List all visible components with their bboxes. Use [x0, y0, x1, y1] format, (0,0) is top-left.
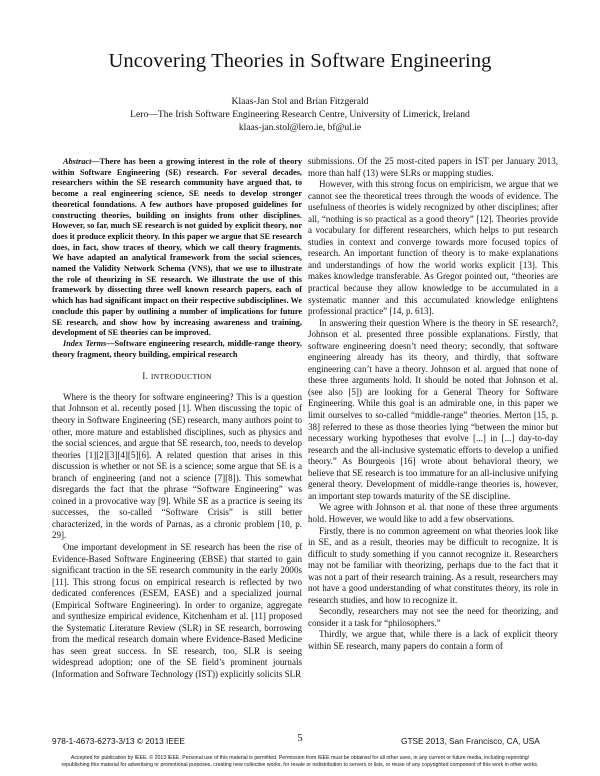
section-heading-introduction [52, 371, 302, 384]
authors: Klaas-Jan Stol and Brian Fitzgerald [231, 96, 369, 107]
body-paragraph: However, with this strong focus on empiricism, we argue that we cannot see the theoretical trees through the woods of evidence. The usefulness of theories is widely recognized by other disciplines; after all, “nothing is so practical as a good theory” [12]. Theories provide a vocabulary for different researchers, which helps to put research studies in context and converge towards more focused topics of research. An important function of theory is to make explanations and understandings of how the world works explicit [13]. This makes knowledge transferable. As Gregor pointed out, “theories are practical because they allow knowledge to be accumulated in a systematic manner and this accumulated knowledge enlightens professional practice” [14, p. 613]. [308, 179, 558, 317]
footer-isbn: 978-1-4673-6273-3/13 © 2013 IEEE [52, 736, 185, 746]
body-paragraph: Where is the theory for software engineering? This is a question that Johnson et al. recently posed [1]. When discussing the topic of theory in Software Engineering (SE) research, many authors point to other, more mature and established disciplines, such as physics and the social sciences, and argue that SE research, too, needs to develop theories [1][2][3][4][5][6]. A related question that arises in this discussion is whether or not SE is a science; some argue that SE is a branch of engineering (and not a science [7][8]). This somewhat disregards the fact that the phrase “Software Engineering” was coined in a provocative way [9]. While SE as a practice is seeing its successes, the so-called “Software Crisis” is still better characterized, in the words of Parnas, as a chronic problem [10, p. 29]. [52, 391, 302, 541]
body-paragraph: Secondly, researchers may not see the need for theorizing, and consider it a task for “philosophers.” [308, 606, 558, 628]
page-number: 5 [297, 733, 303, 744]
index-terms-label: Index Terms— [63, 338, 115, 348]
footer-venue: GTSE 2013, San Francisco, CA, USA [401, 736, 540, 746]
body-paragraph: submissions. Of the 25 most-cited papers in IST per January 2013, more than half (13) were SLRs or mapping studies. [308, 156, 558, 178]
right-column [308, 156, 558, 653]
section-numeral: I. [142, 372, 151, 383]
copyright-notice-line-1: Accepted for publication by IEEE. © 2013 IEEE. Personal use of this material is permitted. Permission from IEEE must be obtained for all other uses, in any current or future media, including reprinting/ [70, 755, 530, 761]
body-paragraph: In answering their question Where is the theory in SE research?, Johnson et al. presented three possible explanations. Firstly, that software engineering doesn’t need theory; secondly, that software engineering already has its theory, and thirdly, that software engineering can’t have a theory. Johnson et al. argued that none of these three arguments hold. It should be noted that Johnson et al. (see also [5]) are looking for a General Theory for Software Engineering. While this goal is an admirable one, in this paper we limit ourselves to so-called “middle-range” theories. Merton [15, p. 38] referred to these as those theories lying “between the minor but necessary working hypotheses that evolve [...] in [...] day-to-day research and the all-inclusive systematic efforts to develop a unified theory.” As Bourgeois [16] wrote about behavioral theory, we believe that SE research is too immature for an all-inclusive unifying general theory. Development of middle-range theories is, however, an important step towards maturity of the SE discipline. [308, 317, 558, 501]
affiliation: Lero—The Irish Software Engineering Research Centre, University of Limerick, Ireland [130, 109, 470, 120]
author-emails: klaas-jan.stol@lero.ie, bf@ul.ie [238, 122, 362, 133]
body-paragraph: We agree with Johnson et al. that none of these three arguments hold. However, we would like to add a few observations. [308, 502, 558, 524]
copyright-notice [0, 755, 600, 768]
abstract-label: Abstract— [63, 157, 100, 166]
left-column [52, 157, 302, 681]
index-terms [52, 339, 302, 360]
body-paragraph: Firstly, there is no common agreement on what theories look like in SE, and as a result, theories may be difficult to recognize. It is difficult to study something if you cannot recognize it. Researchers may not be familiar with theorizing, perhaps due to the fact that it was not a part of their research training. As a result, researchers may not have a good understanding of what constitutes theory, its role in research studies, and how to recognize it. [308, 525, 558, 605]
abstract-text: There has been a growing interest in the role of theory within Software Engineering (SE) research. For several decades, researchers within the SE research community have argued that, to become a real engineering science, SE needs to develop stronger theoretical foundations. A few authors have proposed guidelines for constructing theories, building on insights from other disciplines. However, so far, much SE research is not guided by explicit theory, nor does it produce explicit theory. In this paper we argue that SE research does, in fact, show traces of theory, which we call theory fragments. We have adapted an analytical framework from the social sciences, named the Validity Network Schema (VNS), that we use to illustrate the role of theorizing in SE research. We illustrate the use of this framework by dissecting three well known research papers, each of which has had significant impact on their respective subdisciplines. We conclude this paper by outlining a number of implications for future SE research, and show how by increasing awareness and training, development of SE theories can be improved. [52, 157, 302, 338]
paper-title: Uncovering Theories in Software Engineering [108, 50, 492, 72]
index-terms-text: Software engineering research, middle-range theory, theory fragment, theory building, empirical research [52, 338, 302, 359]
body-paragraph: One important development in SE research has been the rise of Evidence-Based Software Engineering (EBSE) that started to gain significant traction in the SE research community in the early 2000s [11]. This strong focus on empirical research is reflected by two dedicated conferences (ESEM, EASE) and a specialized journal (Empirical Software Engineering). In order to organize, aggregate and synthesize empirical evidence, Kitchenham et al. [11] proposed the Systematic Literature Review (SLR) in SE research, borrowing from the medical research domain where Evidence-Based Medicine has seen great success. In SE research, too, SLR is seeing widespread adoption; one of the SE field’s prominent journals (Information and Software Technology (IST)) explicitly solicits SLR [52, 542, 302, 680]
copyright-notice-line-2: republishing this material for advertising or promotional purposes, creating new collective works, for resale or redistribution to servers or lists, or reuse of any copyrighted component of this work in other works. [61, 761, 539, 768]
abstract [52, 157, 302, 339]
body-paragraph: Thirdly, we argue that, while there is a lack of explicit theory within SE research, many papers do contain a form of [308, 629, 558, 651]
section-title: INTRODUCTION [150, 372, 212, 382]
